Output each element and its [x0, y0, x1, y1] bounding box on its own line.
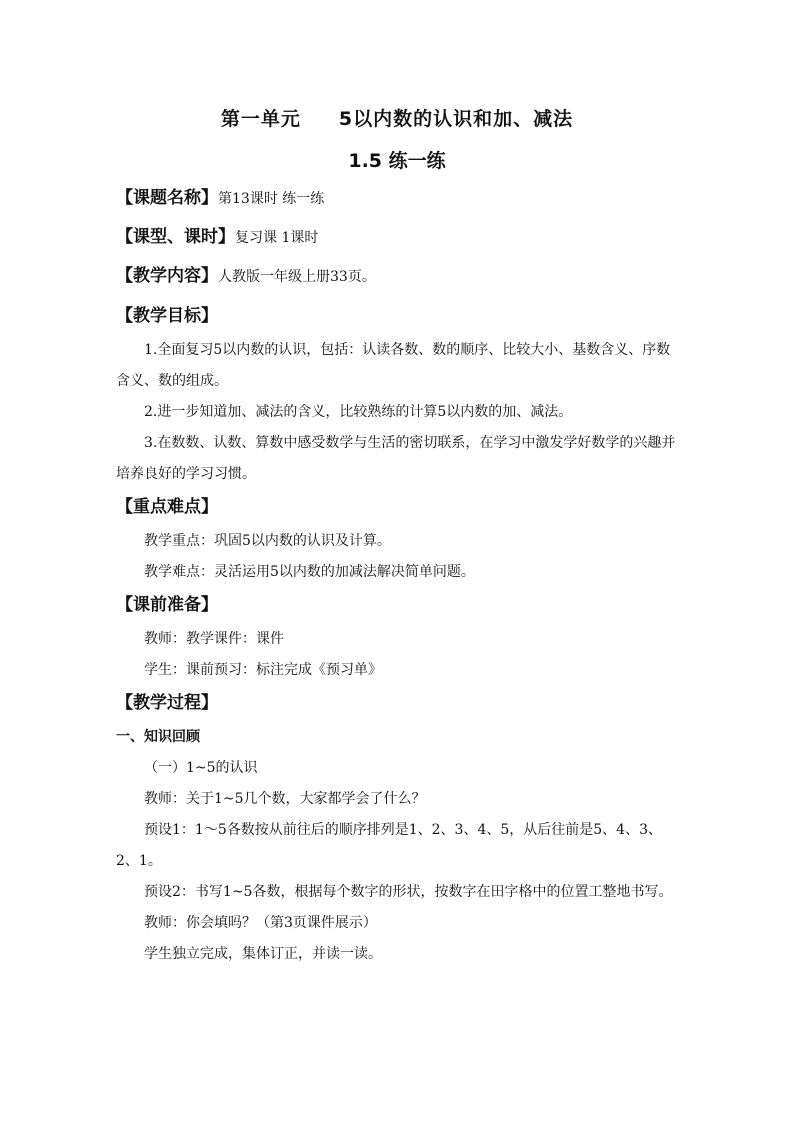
meta-value: 人教版一年级上册33页。 [218, 269, 376, 285]
process-item: 预设2：书写1~5各数，根据每个数字的形状，按数字在田字格中的位置工整地书写。 [144, 884, 673, 900]
meta-value: 第13课时 练一练 [218, 191, 325, 207]
process-item: 预设1：1～5各数按从前往后的顺序排列是1、2、3、4、5，从后往前是5、4、3、2、1。 [116, 822, 662, 869]
meta-lesson-content [116, 266, 680, 287]
document-title: 第一单元 5以内数的认识和加、减法 [220, 108, 574, 130]
objectives-heading: 【教学目标】 [116, 306, 218, 326]
key-points-heading: 【重点难点】 [116, 497, 218, 517]
objective-item: 1.全面复习5以内数的认识，包括：认读各数、数的顺序、比较大小、基数含义、序数含义、数的组成。 [116, 342, 671, 389]
meta-label: 【课型、课时】 [116, 227, 235, 247]
key-point-item: 教学重点：巩固5以内数的认识及计算。 [144, 533, 391, 549]
process-heading: 【教学过程】 [116, 693, 218, 713]
meta-lesson-type [116, 227, 680, 248]
lesson-subtitle: 1.5 练一练 [348, 150, 446, 172]
preparation-item: 教师：教学课件：课件 [144, 631, 284, 647]
meta-lesson-name [116, 188, 680, 209]
preparation-item: 学生：课前预习：标注完成《预习单》 [144, 662, 382, 678]
process-item: 学生独立完成，集体订正，并读一读。 [144, 946, 382, 962]
preparation-heading: 【课前准备】 [116, 595, 218, 615]
meta-value: 复习课 1课时 [235, 230, 319, 246]
objective-item: 2.进一步知道加、减法的含义，比较熟练的计算5以内数的加、减法。 [144, 404, 573, 420]
process-item: 教师：关于1~5几个数，大家都学会了什么？ [144, 791, 426, 807]
objective-item: 3.在数数、认数、算数中感受数学与生活的密切联系，在学习中激发学好数学的兴趣并培养良好的学习习惯。 [116, 435, 676, 482]
meta-label: 【教学内容】 [116, 266, 218, 286]
process-item: 教师：你会填吗？（第3页课件展示） [144, 915, 377, 931]
meta-label: 【课题名称】 [116, 188, 218, 208]
section-heading: 一、知识回顾 [116, 729, 200, 745]
key-point-item: 教学难点：灵活运用5以内数的加减法解决简单问题。 [144, 564, 475, 580]
subsection-heading: （一）1~5的认识 [144, 760, 258, 776]
document-body [116, 188, 680, 970]
